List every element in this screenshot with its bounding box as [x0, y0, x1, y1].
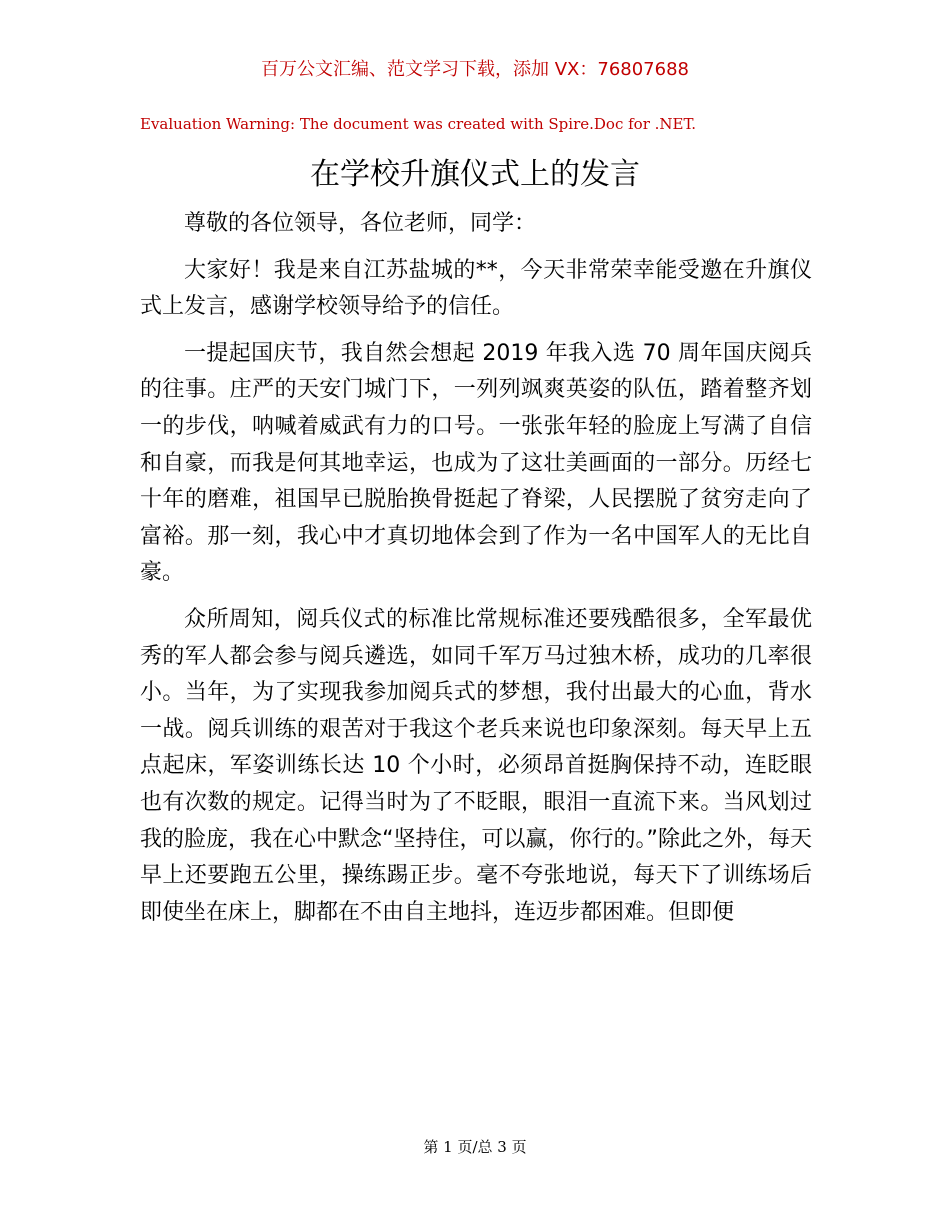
- body-paragraph: 众所周知，阅兵仪式的标准比常规标准还要残酷很多，全军最优秀的军人都会参与阅兵遴选，如同千军万马过独木桥，成功的几率很小。当年，为了实现我参加阅兵式的梦想，我付出最大的心血，背水一战。阅兵训练的艰苦对于我这个老兵来说也印象深刻。每天早上五点起床，军姿训练长达 10 个小时，必须昂首挺胸保持不动，连眨眼也有次数的规定。记得当时为了不眨眼，眼泪一直流下来。当风划过我的脸庞，我在心中默念“坚持住，可以赢，你行的。”除此之外，每天早上还要跑五公里，操练踢正步。毫不夸张地说，每天下了训练场后即使坐在床上，脚都在不由自主地抖，连迈步都困难。但即便: [140, 606, 812, 925]
- header-promo-text: 百万公文汇编、范文学习下载，添加 VX：76807688: [261, 59, 689, 80]
- evaluation-warning: Evaluation Warning: The document was created with Spire.Doc for .NET.: [140, 115, 697, 133]
- document-title: 在学校升旗仪式上的发言: [310, 157, 640, 192]
- body-paragraph: 一提起国庆节，我自然会想起 2019 年我入选 70 周年国庆阅兵的往事。庄严的天安门城门下，一列列飒爽英姿的队伍，踏着整齐划一的步伐，呐喊着威武有力的口号。一张张年轻的脸庞上写满了自信和自豪，而我是何其地幸运，也成为了这壮美画面的一部分。历经七十年的磨难，祖国早已脱胎换骨挺起了脊梁，人民摆脱了贫穷走向了富裕。那一刻，我心中才真切地体会到了作为一名中国军人的无比自豪。: [140, 340, 812, 586]
- page-number: 第 1 页/总 3 页: [423, 1138, 527, 1156]
- salutation-paragraph: 尊敬的各位领导，各位老师，同学：: [184, 211, 537, 236]
- document-body: [140, 206, 812, 941]
- greeting-paragraph: 大家好！我是来自江苏盐城的**，今天非常荣幸能受邀在升旗仪式上发言，感谢学校领导给予的信任。: [140, 257, 812, 320]
